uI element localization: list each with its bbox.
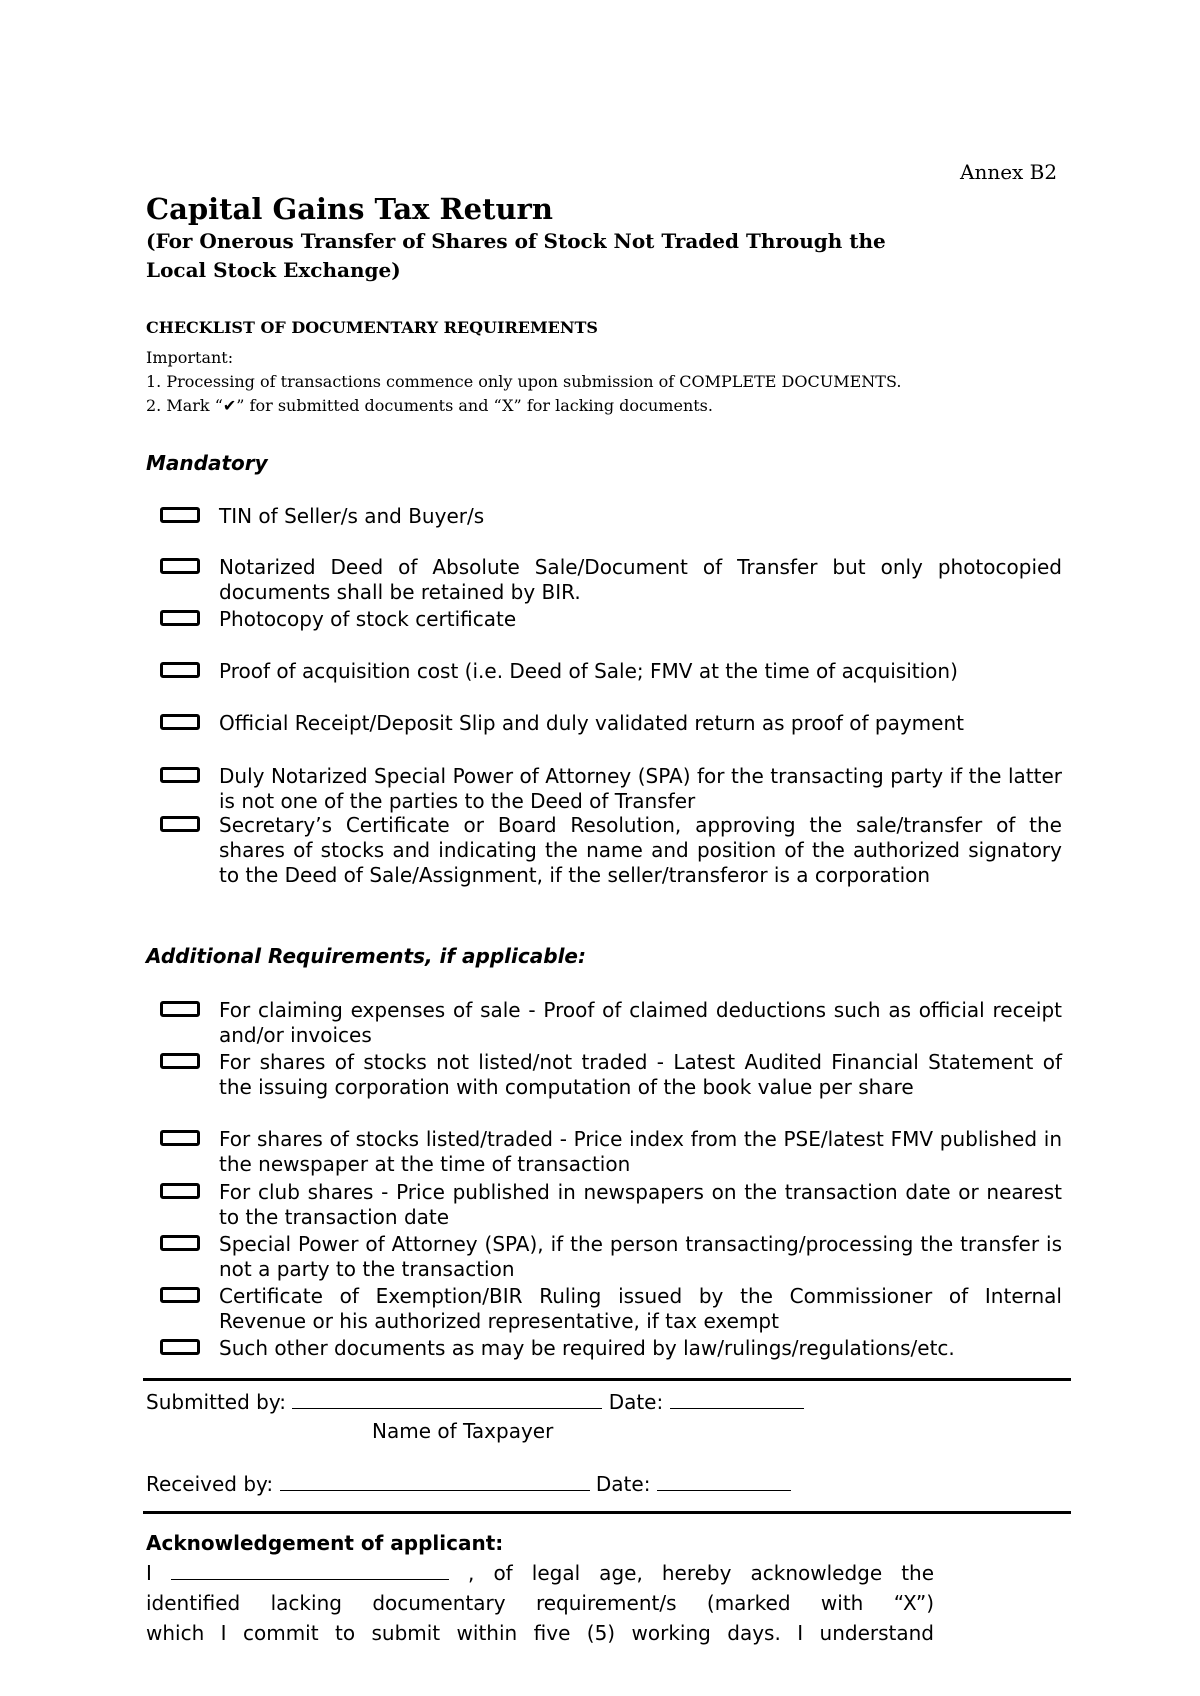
- divider: [143, 1378, 1071, 1381]
- item-label: Special Power of Attorney (SPA), if the person transacting/processing the transfer is not a party to the transaction: [219, 1232, 1062, 1281]
- received-by-row: [146, 1472, 791, 1496]
- acknowledgement-heading: Acknowledgement of applicant:: [146, 1531, 504, 1555]
- checkbox[interactable]: [160, 1001, 200, 1017]
- checkbox[interactable]: [160, 1183, 200, 1199]
- item-label: Secretary’s Certificate or Board Resolution, approving the sale/transfer of the shares of stocks and indicating the name and position of the authorized signatory to the Deed of Sale/Assignment, if the seller/transferor is a corporation: [219, 813, 1062, 887]
- item-label: For shares of stocks not listed/not traded - Latest Audited Financial Statement of the issuing corporation with computation of the book value per share: [219, 1050, 1062, 1099]
- checkbox[interactable]: [160, 1339, 200, 1355]
- date-label: Date:: [608, 1390, 664, 1414]
- note-1: 1. Processing of transactions commence only upon submission of COMPLETE DOCUMENTS.: [146, 372, 902, 391]
- checkbox[interactable]: [160, 816, 200, 832]
- checkbox[interactable]: [160, 767, 200, 783]
- item-label: Notarized Deed of Absolute Sale/Document of Transfer but only photocopied documents shall be retained by BIR.: [219, 555, 1062, 604]
- item-label: For shares of stocks listed/traded - Price index from the PSE/latest FMV published in the newspaper at the time of transaction: [219, 1127, 1062, 1176]
- item-label: Duly Notarized Special Power of Attorney (SPA) for the transacting party if the latter is not one of the parties to the Deed of Transfer: [219, 764, 1062, 813]
- submitted-by-row: [146, 1390, 804, 1414]
- checkbox[interactable]: [160, 1287, 200, 1303]
- item-label: TIN of Seller/s and Buyer/s: [219, 504, 485, 528]
- checkbox[interactable]: [160, 662, 200, 678]
- ack-line-3: which I commit to submit within five (5) working days. I understand: [146, 1621, 934, 1645]
- important-notes: [146, 346, 901, 418]
- item-label: Official Receipt/Deposit Slip and duly validated return as proof of payment: [219, 711, 964, 735]
- received-date-field[interactable]: [657, 1472, 791, 1491]
- checkbox[interactable]: [160, 610, 200, 626]
- ack-line-1: I , of legal age, hereby acknowledge the: [146, 1561, 935, 1585]
- checkbox[interactable]: [160, 714, 200, 730]
- received-by-label: Received by:: [146, 1472, 274, 1496]
- checkbox[interactable]: [160, 1053, 200, 1069]
- checkbox[interactable]: [160, 558, 200, 574]
- date-label: Date:: [595, 1472, 651, 1496]
- applicant-name-field[interactable]: [171, 1561, 449, 1580]
- submitted-date-field[interactable]: [670, 1390, 804, 1409]
- submitted-by-label: Submitted by:: [146, 1390, 286, 1414]
- mandatory-heading: Mandatory: [146, 451, 268, 475]
- item-label: For claiming expenses of sale - Proof of claimed deductions such as official receipt and/or invoices: [219, 998, 1062, 1047]
- item-label: Certificate of Exemption/BIR Ruling issued by the Commissioner of Internal Revenue or his authorized representative, if tax exempt: [219, 1284, 1062, 1333]
- submitted-by-field[interactable]: [292, 1390, 602, 1409]
- note-2: 2. Mark “✔” for submitted documents and “X” for lacking documents.: [146, 396, 713, 415]
- item-label: For club shares - Price published in newspapers on the transaction date or nearest to the transaction date: [219, 1180, 1062, 1229]
- received-by-field[interactable]: [280, 1472, 590, 1491]
- checklist-heading: CHECKLIST OF DOCUMENTARY REQUIREMENTS: [146, 318, 598, 337]
- page-title: Capital Gains Tax Return: [146, 192, 553, 226]
- important-label: Important:: [146, 348, 234, 367]
- checkbox[interactable]: [160, 507, 200, 523]
- checkbox[interactable]: [160, 1235, 200, 1251]
- item-label: Such other documents as may be required by law/rulings/regulations/etc.: [219, 1336, 955, 1360]
- checkbox[interactable]: [160, 1130, 200, 1146]
- ack-line-2: identified lacking documentary requirement/s (marked with “X”): [146, 1591, 934, 1615]
- item-label: Proof of acquisition cost (i.e. Deed of Sale; FMV at the time of acquisition): [219, 659, 958, 683]
- divider: [143, 1511, 1071, 1514]
- acknowledgement-text: [146, 1558, 934, 1648]
- page-subtitle: (For Onerous Transfer of Shares of Stock Not Traded Through the Local Stock Exchange): [146, 229, 886, 282]
- item-label: Photocopy of stock certificate: [219, 607, 517, 631]
- name-of-taxpayer-caption: Name of Taxpayer: [372, 1419, 554, 1443]
- annex-label: Annex B2: [960, 160, 1058, 184]
- additional-heading: Additional Requirements, if applicable:: [146, 944, 586, 968]
